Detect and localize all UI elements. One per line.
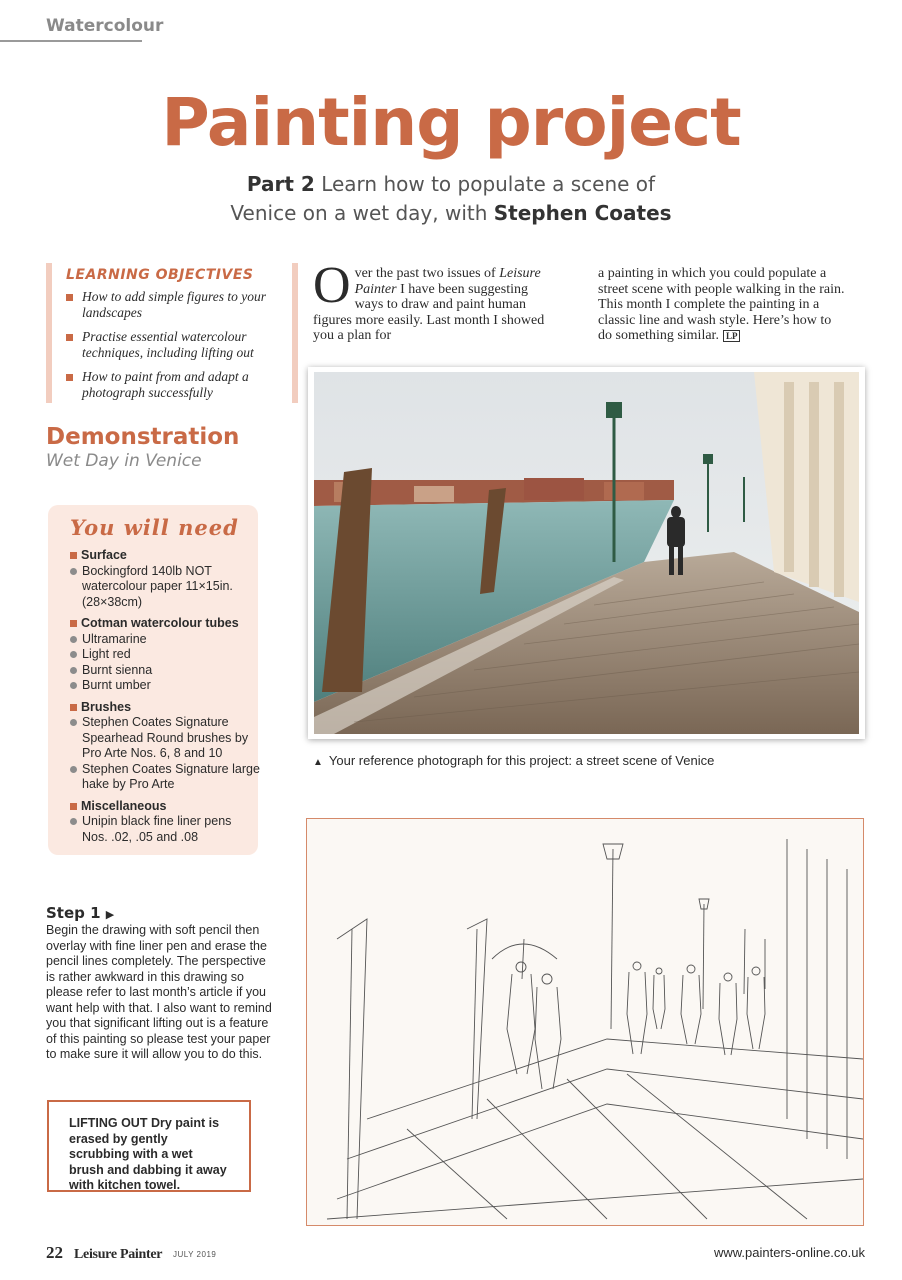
photo-caption — [313, 753, 714, 768]
materials-item: Ultramarine — [70, 632, 260, 648]
lifting-out-label: LIFTING OUT — [69, 1116, 148, 1130]
materials-group-brushes — [70, 700, 260, 793]
intro-text-c: a painting in which you could populate a street scene with people walking in the rain. This month I complete the painting in a classic line and wash style. Here’s how to do something similar. — [598, 266, 845, 343]
objectives-divider — [292, 263, 298, 403]
materials-item: Stephen Coates Signature large hake by Pro Arte — [70, 762, 260, 793]
reference-photo-image — [314, 372, 859, 734]
materials-group-misc — [70, 799, 260, 846]
materials-group-heading: Surface — [70, 548, 260, 564]
step-1-text: Begin the drawing with soft pencil then overlay with fine liner pen and erase the pencil lines completely. The perspective is rather awkward in this drawing so please refer to last month’s article if you want help with that. I also want to remind you that significant lifting out is a feature of this painting so please test your paper to make sure it will allow you to do this. — [46, 923, 272, 1061]
intro-column-1 — [313, 257, 545, 344]
subtitle-line2: Venice on a wet day, with — [230, 201, 488, 225]
part-label: Part 2 — [246, 172, 315, 196]
lifting-out-text: Dry paint is erased by gently scrubbing with a wet brush and dabbing it away with kitchen towel. — [69, 1116, 227, 1192]
demonstration-subtitle: Wet Day in Venice — [46, 451, 202, 471]
materials-group-heading: Miscellaneous — [70, 799, 260, 815]
page-title: Painting project — [161, 84, 741, 161]
reference-photo — [308, 367, 865, 739]
objective-item: How to add simple figures to your landscapes — [66, 289, 288, 321]
photo-caption-text: Your reference photograph for this project: a street scene of Venice — [328, 753, 715, 768]
drop-cap: O — [313, 257, 351, 314]
materials-item: Bockingford 140lb NOT watercolour paper 11×15in. (28×38cm) — [70, 564, 260, 611]
objectives-list — [66, 289, 288, 401]
intro-text-b: I have been suggesting ways to draw and paint human figures more easily. Last month I showed you a plan for — [313, 281, 545, 343]
demonstration-title: Demonstration — [46, 424, 240, 450]
intro-text-a: ver the past two issues of — [354, 266, 500, 281]
materials-item: Light red — [70, 647, 260, 663]
triangle-up-icon: ▲ — [313, 757, 323, 768]
materials-group-heading: Cotman watercolour tubes — [70, 616, 260, 632]
subtitle-line1: Learn how to populate a scene of — [321, 172, 656, 196]
author-name: Stephen Coates — [493, 201, 672, 225]
objective-item: Practise essential watercolour techniques, including lifting out — [66, 329, 288, 361]
materials-item: Burnt umber — [70, 678, 260, 694]
page-number: 22 — [46, 1243, 63, 1262]
objectives-heading: LEARNING OBJECTIVES — [66, 267, 254, 283]
sketch-artwork — [306, 818, 864, 1226]
triangle-right-icon: ▶ — [105, 908, 115, 921]
materials-item: Unipin black fine liner pens Nos. .02, .05 and .08 — [70, 814, 260, 845]
lifting-out-box — [47, 1100, 251, 1192]
website-url[interactable]: www.painters-online.co.uk — [713, 1245, 865, 1260]
step-1-title — [46, 904, 114, 922]
materials-item: Burnt sienna — [70, 663, 260, 679]
materials-item: Stephen Coates Signature Spearhead Round brushes by Pro Arte Nos. 6, 8 and 10 — [70, 715, 260, 762]
magazine-name: Leisure Painter — [354, 266, 541, 297]
materials-group-heading: Brushes — [70, 700, 260, 716]
section-tag — [0, 14, 164, 42]
section-label: Watercolour — [46, 16, 164, 36]
magazine-brand: Leisure Painter — [74, 1247, 163, 1262]
materials-list — [70, 548, 260, 851]
learning-objectives — [46, 263, 288, 403]
materials-group-tubes — [70, 616, 260, 694]
page-subtitle — [150, 170, 752, 228]
step-1-label: Step 1 — [46, 904, 101, 922]
intro-column-2 — [598, 266, 848, 344]
objective-item: How to paint from and adapt a photograph successfully — [66, 369, 288, 401]
materials-title: You will need — [70, 515, 239, 540]
end-mark-icon: LP — [723, 330, 741, 342]
issue-date: JULY 2019 — [173, 1250, 217, 1259]
sketch-drawing — [307, 819, 863, 1225]
materials-group-surface — [70, 548, 260, 610]
